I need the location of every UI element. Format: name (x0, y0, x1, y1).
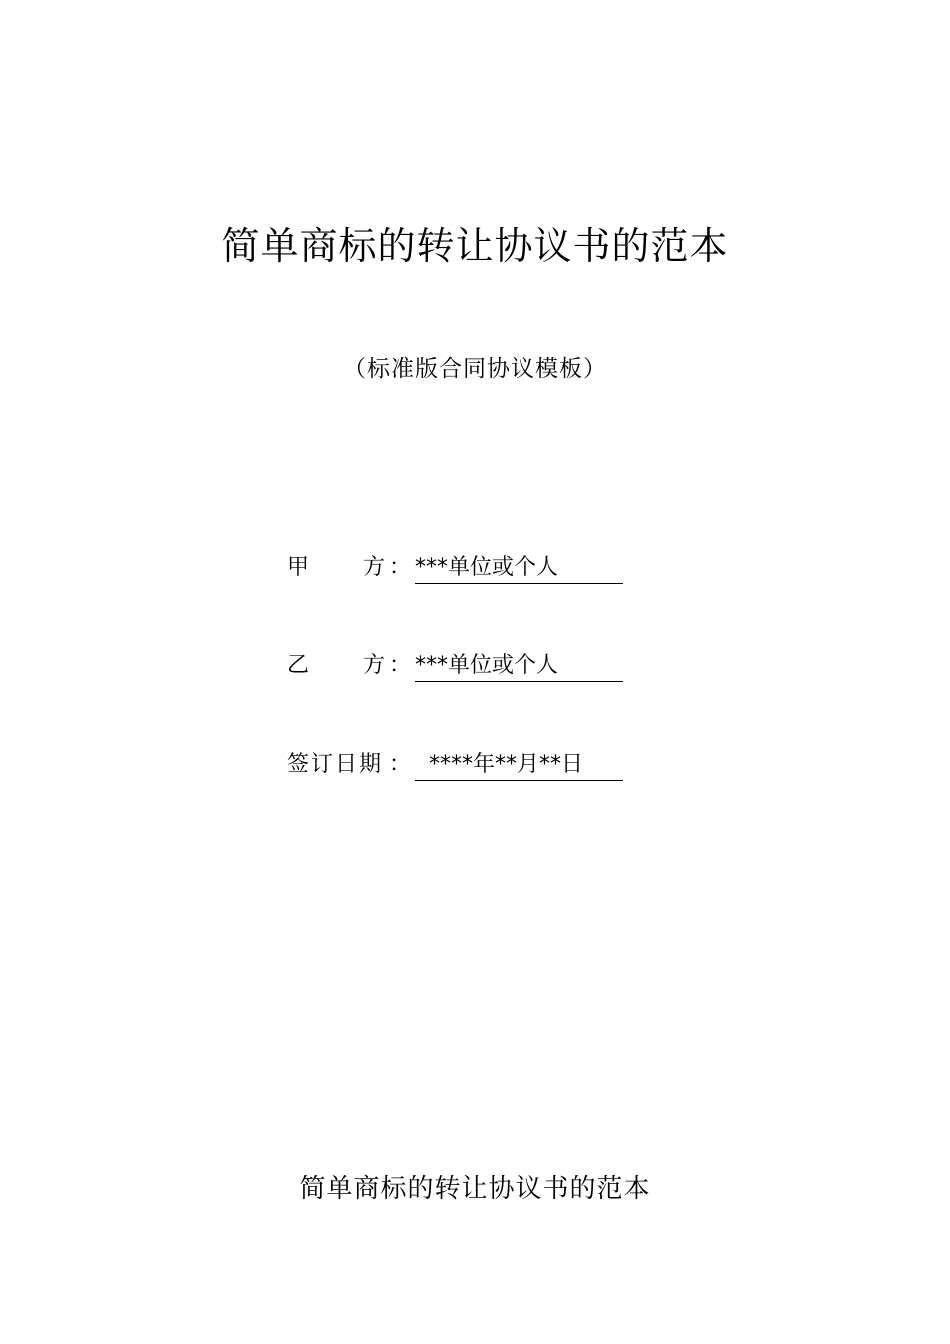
sign-date-row (287, 750, 647, 784)
party-a-label-first: 甲 (287, 555, 310, 580)
party-b-label-first: 乙 (287, 653, 310, 678)
sign-date-colon: ： (389, 752, 412, 777)
document-subtitle: （标准版合同协议模板） (343, 356, 607, 382)
document-title: 简单商标的转让协议书的范本 (221, 224, 729, 268)
party-a-row (287, 553, 647, 587)
party-b-value: ***单位或个人 (415, 651, 623, 682)
party-a-value: ***单位或个人 (415, 553, 623, 584)
party-b-label-second: 方 (363, 653, 386, 678)
party-a-label-second: 方 (363, 555, 386, 580)
party-b-row (287, 651, 647, 685)
sign-date-label: 签订日期 (287, 752, 384, 777)
party-b-colon: ： (389, 653, 412, 678)
party-a-colon: ： (389, 555, 412, 580)
footer-title: 简单商标的转让协议书的范本 (299, 1174, 651, 1204)
sign-date-value: ****年**月**日 (415, 750, 623, 781)
